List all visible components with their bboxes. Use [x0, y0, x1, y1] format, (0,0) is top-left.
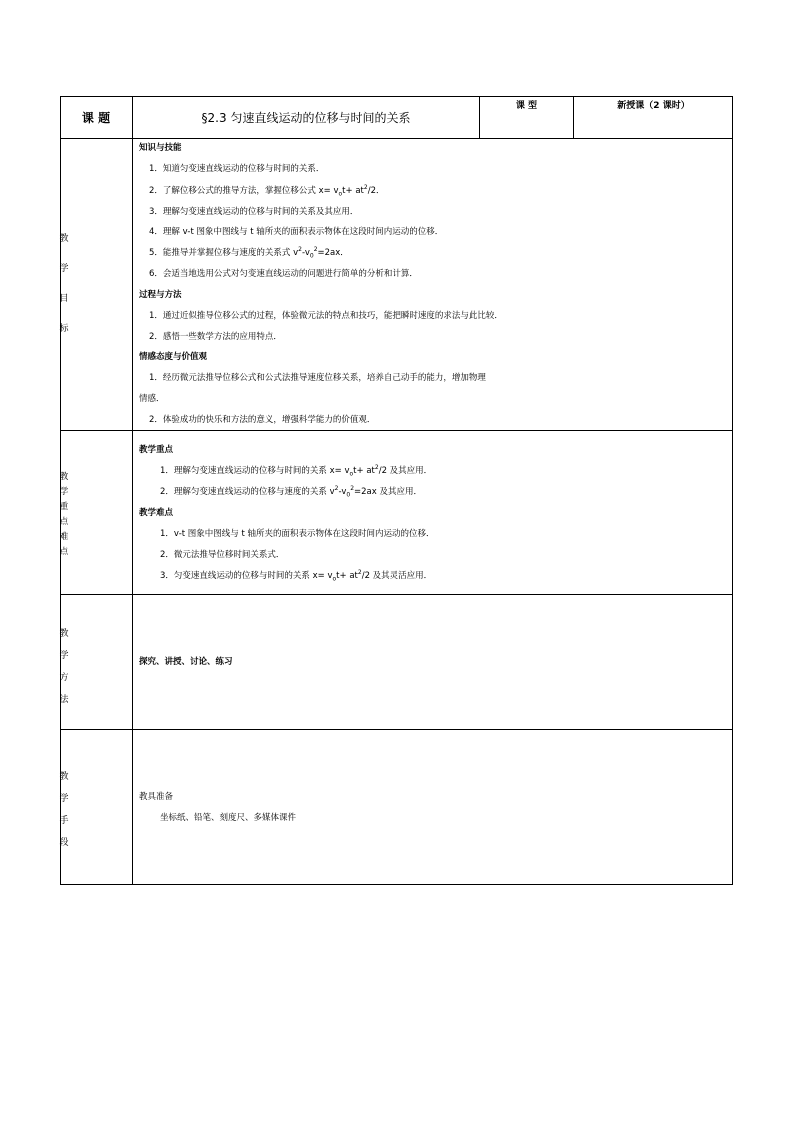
table-divider	[132, 96, 133, 885]
objective-item: 情感．	[139, 394, 165, 404]
objectives-heading-process: 过程与方法	[139, 290, 182, 300]
keypoint-item: 3．匀变速直线运动的位移与时间的关系 $x= v_ot+ at^2/2$ 及其灵活应用．	[160, 569, 433, 583]
objective-item: 1．通过近似推导位移公式的过程，体验微元法的特点和技巧，能把瞬时速度的求法与此比较．	[149, 311, 503, 321]
keypoints-heading-difficulty: 教学难点	[139, 508, 174, 518]
lesson-type: 新授课（2 课时）	[617, 101, 690, 111]
methods-text: 探究、讲授、讨论、练习	[139, 657, 233, 667]
table-divider	[60, 138, 733, 139]
keypoints-side-label: 教 学 重 点 难 点	[59, 472, 69, 557]
objective-item: 1．经历微元法推导位移公式和公式法推导速度位移关系，培养自己动手的能力，增加物理	[149, 373, 486, 383]
methods-side-label: 教 学 方 法	[59, 629, 69, 705]
title-label: 课 题	[81, 111, 111, 125]
means-heading: 教具准备	[139, 792, 174, 802]
keypoint-item: 2．微元法推导位移时间关系式．	[160, 550, 285, 560]
keypoints-heading-focus: 教学重点	[139, 445, 174, 455]
objective-item: 1．知道匀变速直线运动的位移与时间的关系．	[149, 164, 325, 174]
table-divider	[60, 430, 733, 431]
objectives-heading-knowledge: 知识与技能	[139, 143, 182, 153]
means-text: 坐标纸、铅笔、刻度尺、多媒体课件	[160, 813, 297, 823]
objective-item: 2．体验成功的快乐和方法的意义，增强科学能力的价值观．	[149, 415, 376, 425]
objective-item: 6．会适当地选用公式对匀变速直线运动的问题进行简单的分析和计算．	[149, 269, 418, 279]
keypoint-item: 1．理解匀变速直线运动的位移与时间的关系 $x= v_ot+ at^2/2$ 及其应用．	[160, 464, 433, 478]
objective-item: 3．理解匀变速直线运动的位移与时间的关系及其应用．	[149, 207, 359, 217]
objectives-side-label: 教 学 目 标	[59, 234, 69, 334]
table-divider	[60, 594, 733, 595]
objectives-heading-emotion: 情感态度与价值观	[139, 352, 208, 362]
objective-item: 5．能推导并掌握位移与速度的关系式 $v^2-v_0^2=2ax$．	[149, 246, 349, 260]
means-side-label: 教 学 手 段	[59, 772, 69, 848]
objective-item: 4．理解 v-t 图象中图线与 t 轴所夹的面积表示物体在这段时间内运动的位移．	[149, 227, 444, 237]
keypoint-item: 1．v-t 图象中图线与 t 轴所夹的面积表示物体在这段时间内运动的位移．	[160, 529, 435, 539]
objective-item: 2．感悟一些数学方法的应用特点．	[149, 332, 282, 342]
table-divider	[60, 729, 733, 730]
objective-item: 2．了解位移公式的推导方法，掌握位移公式 $x= v_ot+ at^2/2$．	[149, 184, 385, 198]
type-label: 课 型	[515, 101, 538, 111]
page-title: §2.3 匀速直线运动的位移与时间的关系	[201, 111, 411, 125]
keypoint-item: 2．理解匀变速直线运动的位移与速度的关系 $v^2-v_0^2=2ax$ 及其应用．	[160, 485, 422, 499]
